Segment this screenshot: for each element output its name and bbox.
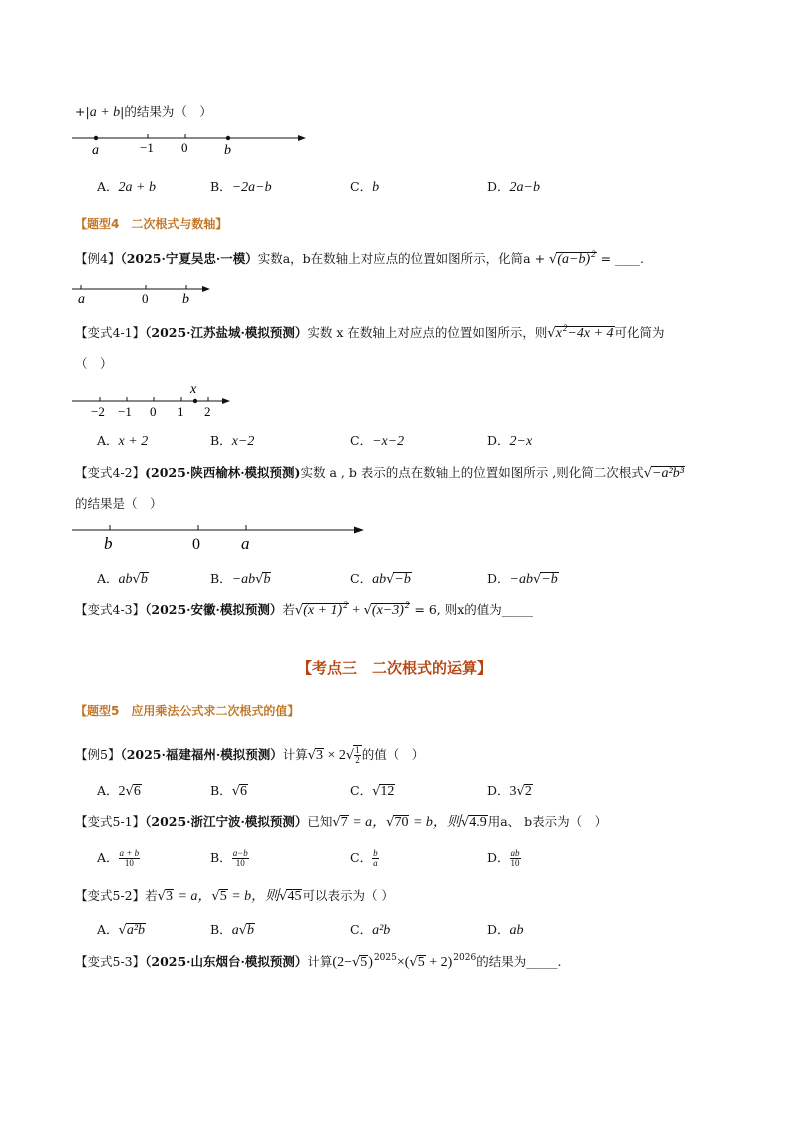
sqrt-icon: √: [363, 603, 372, 618]
variant5-1-stem: [75, 814, 607, 831]
option-letter: B．: [210, 571, 232, 586]
example5-stem: [75, 745, 424, 765]
radicand-text: (x−3): [371, 603, 404, 618]
radicand: [556, 249, 596, 267]
sqrt-icon: √: [547, 326, 556, 341]
question-text: 若: [145, 888, 158, 903]
radicand: 5: [219, 889, 227, 904]
radicand: 4.9: [469, 815, 487, 830]
option-fraction: [510, 849, 521, 868]
option-letter: A．: [97, 850, 119, 865]
question-tag: 【变式5-1】: [75, 814, 146, 829]
radicand-text: (x + 1): [303, 603, 343, 618]
option-radicand: −b: [541, 572, 558, 587]
question-text: 已知: [307, 814, 333, 829]
ex5-option-c[interactable]: [350, 781, 395, 800]
radicand-1: [302, 600, 349, 618]
type5-title: 【题型5 应用乘法公式求二次根式的值】: [75, 704, 300, 718]
exponent: 2: [404, 600, 410, 610]
v41-option-d[interactable]: [487, 431, 532, 450]
example4-stem: [75, 251, 644, 268]
option-letter: A．: [97, 783, 119, 798]
sqrt-icon: √: [532, 572, 542, 587]
sqrt-icon: √: [118, 923, 127, 938]
radicand: 3: [165, 889, 173, 904]
prev-option-d[interactable]: [487, 177, 540, 196]
option-text: −2a−b: [231, 180, 272, 195]
variant4-1-line2: （ ）: [75, 356, 113, 371]
question-tail: 的结果为_____.: [476, 954, 562, 969]
axis-label-1: 1: [177, 404, 184, 419]
option-letter: B．: [210, 433, 232, 448]
frac-den: 2: [355, 755, 360, 765]
option-coef: ab: [372, 572, 387, 587]
variant4-3-stem: 【变式4-3】（2025·安徽·模拟预测）若$√(x + 1)^2 + √(x-3)^2 = 6$, 则x的值为_____: [75, 600, 534, 618]
question-tag: 【例5】: [75, 747, 121, 762]
exponent: 2: [343, 600, 348, 610]
sqrt-icon: √: [460, 815, 470, 830]
v52-option-c[interactable]: [350, 920, 390, 939]
times-expr: × 2: [324, 748, 346, 763]
option-letter: C．: [350, 922, 373, 937]
sqrt-icon: √: [125, 784, 134, 799]
v41-option-a[interactable]: [97, 431, 148, 450]
ex5-option-a[interactable]: [97, 781, 142, 800]
sqrt-icon: √: [294, 603, 304, 618]
fraction-radicand: [353, 745, 362, 765]
option-radicand: a²b: [126, 923, 146, 938]
option-text: 2a + b: [118, 180, 156, 195]
option-fraction: [232, 849, 249, 868]
exponent-1: 2025: [373, 953, 397, 963]
axis-label-a: a: [241, 534, 250, 553]
option-radicand: −b: [394, 572, 411, 587]
equation-1: = a，: [348, 815, 387, 830]
number-line-ex4: [70, 280, 220, 308]
section3-title: 【考点三 二次根式的运算】: [297, 659, 493, 677]
question-tail: 用a、 b表示为（ ）: [487, 814, 608, 829]
point-label-x: x: [190, 382, 197, 397]
option-letter: D．: [487, 850, 510, 865]
option-letter: D．: [487, 433, 510, 448]
radicand-2: [371, 600, 411, 618]
question-source: （2025·福建福州·模拟预测）: [120, 747, 283, 762]
option-coef: −ab: [231, 572, 256, 587]
base1-open: (2−: [332, 955, 352, 970]
option-fraction: [372, 849, 379, 868]
option-fraction: [119, 849, 141, 868]
option-letter: C．: [350, 850, 373, 865]
option-letter: C．: [350, 179, 373, 194]
option-coef: a: [231, 923, 239, 938]
axis-label-neg1: −1: [140, 140, 154, 155]
option-letter: B．: [210, 922, 232, 937]
question-tag: 【变式4-1】: [75, 325, 146, 340]
sqrt-icon: √: [231, 784, 240, 799]
question-text: 实数 a , b 表示的点在数轴上的位置如图所示 ,则化简二次根式: [300, 465, 644, 480]
variant4-2-stem: [75, 465, 685, 482]
exponent: 2: [591, 249, 596, 259]
prev-option-b[interactable]: [210, 177, 272, 196]
equation-1: = a，: [173, 889, 212, 904]
option-letter: A．: [97, 571, 119, 586]
prev-question-stem: [75, 104, 212, 121]
exponent: 2: [562, 323, 568, 333]
axis-label-a: a: [78, 292, 85, 307]
question-tail: = ____.: [596, 251, 645, 266]
prev-option-c[interactable]: [350, 177, 379, 196]
question-tag: 【例4】: [75, 251, 121, 266]
frac-num: a−b: [232, 848, 248, 858]
base1-close: ): [368, 955, 373, 970]
question-text: 计算: [282, 747, 308, 762]
question-tag: 【变式4-3】: [75, 602, 146, 617]
equation-2: = b，则: [409, 815, 461, 830]
sqrt-icon: √: [132, 572, 141, 587]
option-letter: B．: [210, 850, 232, 865]
base2-close: + 2): [425, 955, 453, 970]
number-line-v41: [70, 380, 240, 420]
question-source: （2025·宁夏吴忠·一模）: [120, 251, 258, 266]
option-radicand: 12: [380, 784, 395, 799]
option-text: −x−2: [372, 434, 405, 449]
frac-num: b: [373, 848, 378, 858]
question-source: （2025·江苏盐城·模拟预测）: [145, 325, 308, 340]
number-line-prev: [70, 128, 310, 160]
fraction: [354, 746, 361, 765]
sqrt-icon: √: [386, 572, 395, 587]
stem-tail: 的结果为（ ）: [124, 104, 212, 119]
sqrt-icon: √: [345, 748, 355, 763]
base2-open: (: [404, 955, 410, 970]
ex5-option-b[interactable]: [210, 781, 248, 800]
option-letter: C．: [350, 433, 373, 448]
option-letter: A．: [97, 179, 119, 194]
sqrt-icon: √: [279, 889, 288, 904]
question-text: 实数a，b在数轴上对应点的位置如图所示，化简a +: [257, 251, 550, 266]
sqrt-icon: √: [238, 923, 247, 938]
times-sign: ×: [396, 955, 405, 970]
question-source: （2025·山东烟台·模拟预测）: [145, 954, 308, 969]
sqrt-icon: √: [372, 784, 381, 799]
type4-title: 【题型4 二次根式与数轴】: [75, 217, 228, 231]
sqrt-icon: √: [157, 889, 166, 904]
axis-label-0: 0: [142, 291, 149, 306]
axis-label-2: 2: [204, 404, 211, 419]
option-letter: C．: [350, 783, 373, 798]
v52-option-a[interactable]: [97, 920, 146, 938]
option-coef: 3: [509, 784, 517, 799]
option-letter: D．: [487, 179, 510, 194]
axis-label-0: 0: [192, 536, 200, 553]
radicand-text: (a−b): [557, 252, 591, 267]
question-text: 计算: [307, 954, 333, 969]
sqrt-icon: √: [332, 815, 341, 830]
question-source: （2025·安徽·模拟预测）: [145, 602, 283, 617]
option-letter: B．: [210, 783, 232, 798]
option-text: b: [372, 180, 380, 195]
axis-label-neg1: −1: [118, 404, 132, 419]
prev-option-a[interactable]: [97, 177, 156, 196]
radicand: 3: [316, 748, 324, 763]
frac-den: 10: [124, 858, 134, 868]
option-coef: ab: [118, 572, 133, 587]
option-radicand: b: [246, 923, 254, 938]
ex5-option-d[interactable]: [487, 781, 533, 800]
v51-option-a[interactable]: [97, 848, 140, 868]
v52-option-b[interactable]: [210, 920, 255, 939]
question-tail: 可以表示为（ ）: [302, 888, 394, 903]
radicand-a: x: [555, 326, 562, 341]
variant5-2-stem: [75, 888, 394, 905]
v42-option-c[interactable]: [350, 569, 412, 588]
frac-num: ab: [510, 848, 520, 858]
question-tail: 的值（ ）: [361, 747, 425, 762]
radicand: 5: [417, 955, 425, 970]
axis-label-b: b: [224, 143, 231, 158]
question-tail: 可化简为: [614, 325, 665, 340]
variant5-3-stem: [75, 954, 561, 972]
v52-option-d[interactable]: [487, 920, 524, 939]
sqrt-icon: √: [409, 955, 418, 970]
exponent-2: 2026: [453, 953, 477, 963]
v51-option-c[interactable]: [350, 848, 379, 868]
option-letter: A．: [97, 433, 119, 448]
option-letter: D．: [487, 922, 510, 937]
option-text: x−2: [231, 434, 255, 449]
frac-num: a + b: [119, 848, 140, 858]
variant4-1-stem: [75, 325, 665, 342]
question-tag: 【变式5-2】: [75, 888, 146, 903]
stem-bar: |: [120, 104, 125, 119]
question-tag: 【变式5-3】: [75, 954, 146, 969]
question-source: (2025·陕西榆林·模拟预测): [145, 465, 301, 480]
frac-den: 10: [235, 858, 245, 868]
sqrt-icon: √: [516, 784, 525, 799]
radicand: [555, 323, 615, 341]
v42-option-d[interactable]: [487, 569, 559, 588]
option-text: a²b: [372, 923, 391, 938]
v41-option-c[interactable]: [350, 431, 404, 450]
sqrt-icon: √: [307, 748, 317, 763]
radicand: 5: [360, 955, 368, 970]
option-radicand: b: [140, 572, 148, 587]
question-text: 实数 x 在数轴上对应点的位置如图所示，则: [307, 325, 548, 340]
stem-expression: a + b: [89, 105, 121, 120]
radicand: 45: [287, 889, 302, 904]
axis-label-0: 0: [150, 404, 157, 419]
v42-option-b[interactable]: [210, 569, 271, 588]
sqrt-icon: √: [643, 466, 653, 481]
equation-2: = b，则: [227, 889, 280, 904]
option-text: 2−x: [509, 434, 533, 449]
sqrt-icon: √: [386, 815, 395, 830]
axis-label-0: 0: [181, 140, 188, 155]
option-text: 2a−b: [509, 180, 540, 195]
axis-label-b: b: [104, 534, 113, 553]
stem-prefix: +|: [75, 104, 90, 119]
question-text: 若: [282, 602, 295, 617]
number-line-v42: [70, 520, 370, 554]
question-tag: 【变式4-2】: [75, 465, 146, 480]
option-text: ab: [509, 923, 524, 938]
frac-den: a: [373, 858, 378, 868]
option-coef: −ab: [509, 572, 533, 587]
sqrt-icon: √: [211, 889, 220, 904]
axis-label-a: a: [92, 143, 99, 158]
question-source: （2025·浙江宁波·模拟预测）: [145, 814, 308, 829]
frac-num: 1: [355, 745, 360, 755]
question-text-mid: = 6, 则x的值为: [410, 602, 502, 617]
radicand: 70: [394, 815, 409, 830]
answer-blank[interactable]: _____: [501, 602, 534, 617]
option-letter: D．: [487, 571, 510, 586]
v42-option-a[interactable]: [97, 569, 149, 588]
sqrt-icon: √: [549, 252, 558, 267]
option-letter: D．: [487, 783, 510, 798]
option-letter: B．: [210, 179, 232, 194]
v51-option-b[interactable]: [210, 848, 249, 868]
variant4-2-line2: 的结果是（ ）: [75, 496, 163, 511]
axis-label-b: b: [182, 292, 189, 307]
radicand-b: −4x + 4: [567, 326, 614, 341]
radicand: 7: [340, 815, 348, 830]
option-letter: C．: [350, 571, 373, 586]
axis-label-neg2: −2: [91, 404, 105, 419]
v51-option-d[interactable]: [487, 848, 521, 868]
option-radicand: 2: [524, 784, 532, 799]
sqrt-icon: √: [351, 955, 361, 970]
radicand: −a²b³: [652, 466, 684, 481]
option-coef: 2: [118, 784, 126, 799]
frac-den: 10: [510, 858, 520, 868]
sqrt-icon: √: [255, 572, 264, 587]
option-radicand: 6: [239, 784, 247, 799]
option-letter: A．: [97, 922, 119, 937]
option-radicand: 6: [133, 784, 141, 799]
option-text: x + 2: [118, 434, 149, 449]
v41-option-b[interactable]: [210, 431, 254, 450]
option-radicand: b: [263, 572, 271, 587]
